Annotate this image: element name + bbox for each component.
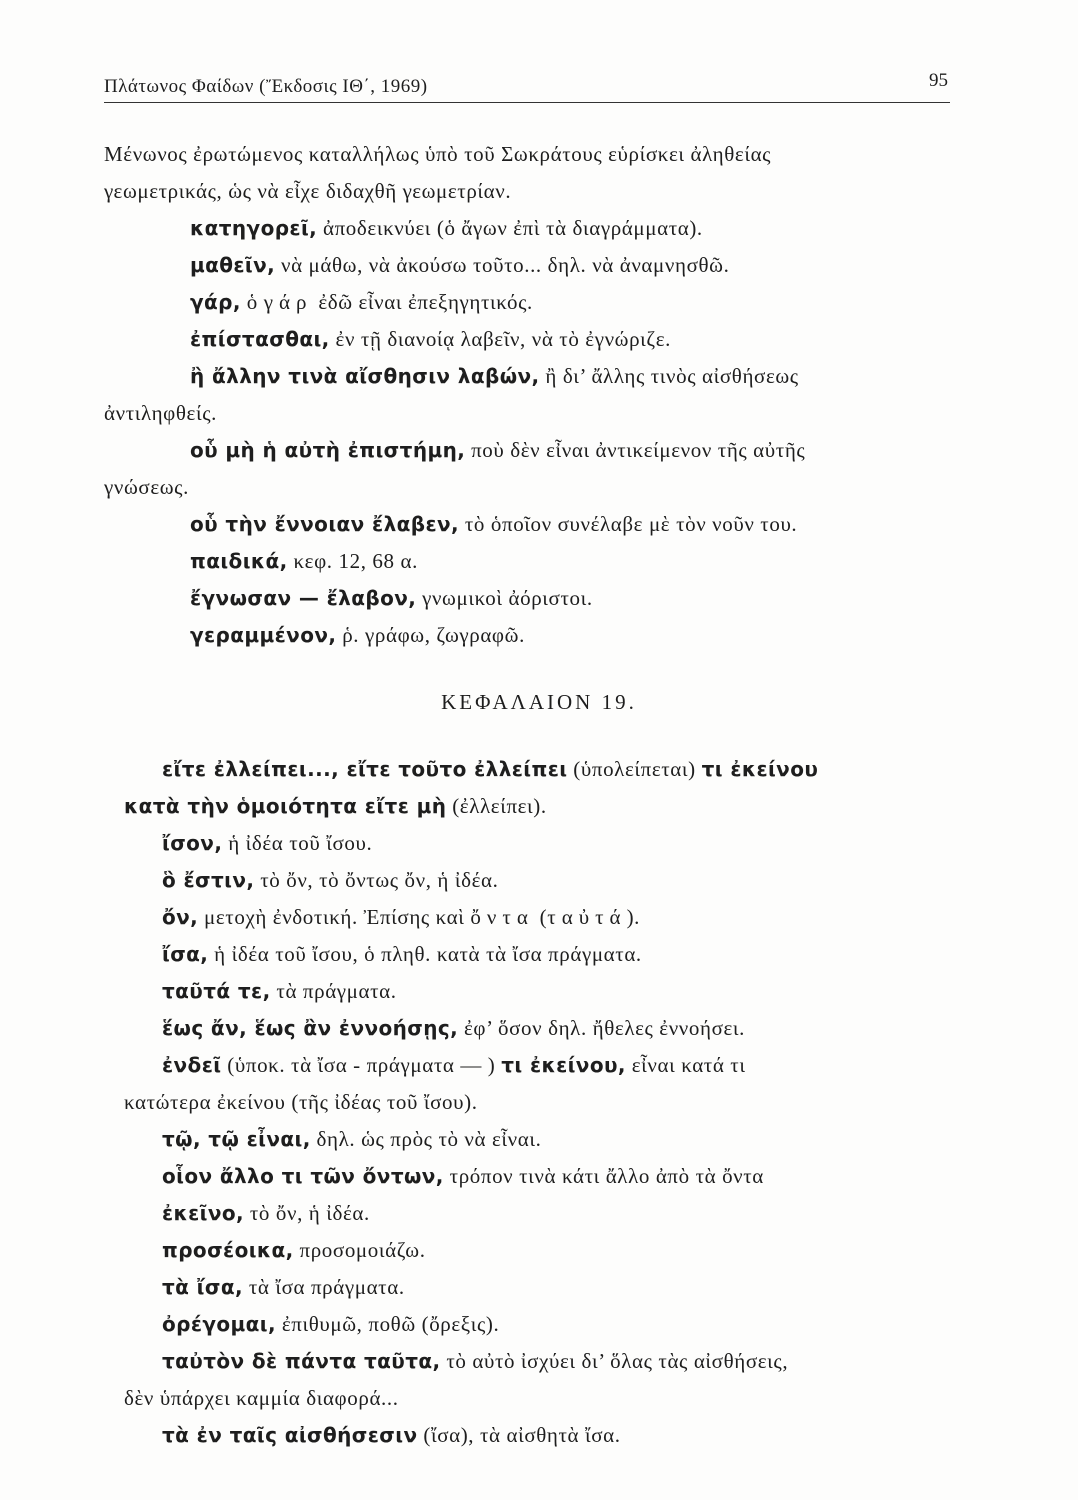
entry-term: ἔγνωσαν — ἔλαβον,	[190, 586, 417, 610]
entry-term: ἕως ἄν, ἕως ἂν ἐννοήσῃς,	[162, 1016, 459, 1040]
entry-spaced-word: ταὐτά	[547, 905, 627, 929]
gloss-entry	[104, 1306, 974, 1343]
gloss-entry	[104, 1010, 974, 1047]
entry-gloss: (ἐλλείπει).	[446, 794, 547, 818]
entry-gloss: δηλ. ὡς πρὸς τὸ νὰ εἶναι.	[310, 1127, 542, 1151]
page-number: 95	[929, 70, 948, 91]
gloss-entry	[104, 210, 974, 247]
entry-term: ὀρέγομαι,	[162, 1312, 277, 1336]
gloss-entry	[104, 1195, 974, 1232]
running-header	[104, 70, 950, 103]
intro-line: Μένωνος ἐρωτώμενος καταλλήλως ὑπὸ τοῦ Σωκράτους εὑρίσκει ἀληθείας	[104, 142, 772, 166]
entry-gloss: ἀποδεικνύει (ὁ ἄγων ἐπὶ τὰ διαγράμματα).	[317, 216, 703, 240]
entry-gloss: νὰ μάθω, νὰ ἀκούσω τοῦτο... δηλ. νὰ ἀναμνησθῶ.	[275, 253, 730, 277]
entry-term: γεραμμένον,	[190, 623, 337, 647]
entry-term: ἐπίστασθαι,	[190, 327, 330, 351]
gloss-entry	[104, 862, 974, 899]
gloss-entry	[104, 936, 974, 973]
gloss-entry	[104, 1343, 974, 1380]
entry-term: τὰ ἐν ταῖς αἰσθήσεσιν	[162, 1423, 418, 1447]
gloss-entry	[104, 1417, 974, 1454]
entry-term: ὄν,	[162, 905, 199, 929]
entry-term: παιδικά,	[190, 549, 288, 573]
entry-gloss: γνωμικοὶ ἀόριστοι.	[416, 586, 593, 610]
entry-spaced-word: ὄντα	[470, 905, 534, 929]
gloss-continuation	[104, 788, 974, 825]
gloss-entry	[104, 899, 974, 936]
entry-spaced-word: γάρ	[263, 290, 313, 314]
entry-gloss: (ἴσα), τὰ αἰσθητὰ ἴσα.	[417, 1423, 621, 1447]
gloss-entry	[104, 617, 974, 654]
entry-gloss: ἡ ἰδέα τοῦ ἴσου.	[222, 831, 373, 855]
gloss-entry	[104, 506, 974, 543]
entry-term: ἐνδεῖ	[162, 1053, 222, 1077]
gloss-entry	[104, 321, 974, 358]
gloss-entry	[104, 1121, 974, 1158]
entry-term: οὗ μὴ ἡ αὐτὴ ἐπιστήμη,	[190, 438, 466, 462]
entry-term: μαθεῖν,	[190, 253, 276, 277]
chapter-heading: ΚΕΦΑΛΑΙΟΝ 19.	[441, 690, 637, 714]
entry-term: τῷ, τῷ εἶναι,	[162, 1127, 311, 1151]
entry-gloss: προσομοιάζω.	[293, 1238, 426, 1262]
entry-gloss: τὸ ὄν, ἡ ἰδέα.	[244, 1201, 370, 1225]
entry-term: κατὰ τὴν ὁμοιότητα εἴτε μὴ	[124, 794, 447, 818]
entry-gloss: εἶναι κατά τι	[625, 1053, 746, 1077]
entry-term: εἴτε τοῦτο ἐλλείπει	[339, 757, 568, 781]
entry-gloss: κεφ. 12, 68 α.	[287, 549, 418, 573]
entry-term: οὗ τὴν ἔννοιαν ἔλαβεν,	[190, 512, 460, 536]
gloss-entry	[104, 543, 974, 580]
entry-gloss: ὁ	[240, 290, 264, 314]
gloss-entry	[104, 247, 974, 284]
entry-gloss: τὸ ὁποῖον συνέλαβε μὲ τὸν νοῦν του.	[459, 512, 798, 536]
entry-gloss: ἐν τῇ διανοίᾳ λαβεῖν, νὰ τὸ ἐγνώριζε.	[329, 327, 671, 351]
entry-gloss: ποὺ δὲν εἶναι ἀντικείμενον τῆς αὐτῆς	[465, 438, 806, 462]
entry-gloss: ἡ ἰδέα τοῦ ἴσου, ὁ πληθ. κατὰ τὰ ἴσα πράγματα.	[208, 942, 642, 966]
entry-term: γάρ,	[190, 290, 241, 314]
intro-line: γεωμετρικάς, ὡς νὰ εἶχε διδαχθῆ γεωμετρίαν.	[104, 179, 512, 203]
entry-term: τι ἐκείνου,	[501, 1053, 626, 1077]
entry-gloss: τὸ αὐτὸ ἰσχύει δι’ ὅλας τὰς αἰσθήσεις,	[440, 1349, 789, 1373]
entry-gloss: ῥ. γράφω, ζωγραφῶ.	[336, 623, 525, 647]
entry-gloss: (ὑπολείπεται)	[567, 757, 702, 781]
gloss-entry	[104, 973, 974, 1010]
entry-term: προσέοικα,	[162, 1238, 294, 1262]
gloss-entry	[104, 432, 974, 469]
gloss-continuation: ἀντιληφθείς.	[104, 401, 217, 425]
entry-gloss: μετοχὴ ἐνδοτική. Ἐπίσης καὶ	[198, 905, 471, 929]
entry-term: οἷον ἄλλο τι τῶν ὄντων,	[162, 1164, 444, 1188]
entry-term: ἐκεῖνο,	[162, 1201, 245, 1225]
gloss-continuation: δὲν ὑπάρχει καμμία διαφορά...	[124, 1386, 399, 1410]
entry-gloss: (	[533, 905, 548, 929]
entry-gloss: ἐπιθυμῶ, ποθῶ (ὄρεξις).	[276, 1312, 500, 1336]
entry-gloss: τὸ ὄν, τὸ ὄντως ὄν, ἡ ἰδέα.	[254, 868, 499, 892]
gloss-continuation: κατώτερα ἐκείνου (τῆς ἰδέας τοῦ ἴσου).	[124, 1090, 478, 1114]
entry-term: εἴτε ἐλλείπει...,	[162, 757, 340, 781]
entry-gloss: τρόπον τινὰ κάτι ἄλλο ἀπὸ τὰ ὄντα	[443, 1164, 764, 1188]
page-body	[104, 136, 974, 1454]
entry-term: τὰ ἴσα,	[162, 1275, 243, 1299]
entry-gloss: ἐφ’ ὅσον δηλ. ἤθελες ἐννοήσει.	[458, 1016, 746, 1040]
gloss-entry	[104, 1269, 974, 1306]
header-title: Πλάτωνος Φαίδων (Ἔκδοσις ΙΘ΄, 1969)	[104, 76, 428, 97]
entry-term: ταὐτὸν δὲ πάντα ταῦτα,	[162, 1349, 441, 1373]
entry-term: ταῦτά τε,	[162, 979, 271, 1003]
entry-term: ἴσον,	[162, 831, 223, 855]
entry-gloss: ἢ δι’ ἄλλης τινὸς αἰσθήσεως	[539, 364, 799, 388]
entry-term: ἴσα,	[162, 942, 209, 966]
entry-term: ὃ ἔστιν,	[162, 868, 255, 892]
entry-gloss: ἐδῶ εἶναι ἐπεξηγητικός.	[312, 290, 533, 314]
entry-gloss: (ὑποκ. τὰ ἴσα - πράγματα — )	[221, 1053, 502, 1077]
gloss-entry	[104, 284, 974, 321]
gloss-entry	[104, 751, 974, 788]
entry-term: ἢ ἄλλην τινὰ αἴσθησιν λαβών,	[190, 364, 540, 388]
gloss-entry	[104, 358, 974, 395]
gloss-entry	[104, 580, 974, 617]
gloss-entry	[104, 1158, 974, 1195]
entry-gloss: τὰ ἴσα πράγματα.	[242, 1275, 405, 1299]
entry-gloss: ).	[626, 905, 641, 929]
gloss-entry	[104, 825, 974, 862]
entry-term: κατηγορεῖ,	[190, 216, 318, 240]
gloss-entry	[104, 1047, 974, 1084]
gloss-continuation: γνώσεως.	[104, 475, 189, 499]
gloss-entry	[104, 1232, 974, 1269]
entry-term: τι ἐκείνου	[701, 757, 819, 781]
entry-gloss: τὰ πράγματα.	[270, 979, 397, 1003]
